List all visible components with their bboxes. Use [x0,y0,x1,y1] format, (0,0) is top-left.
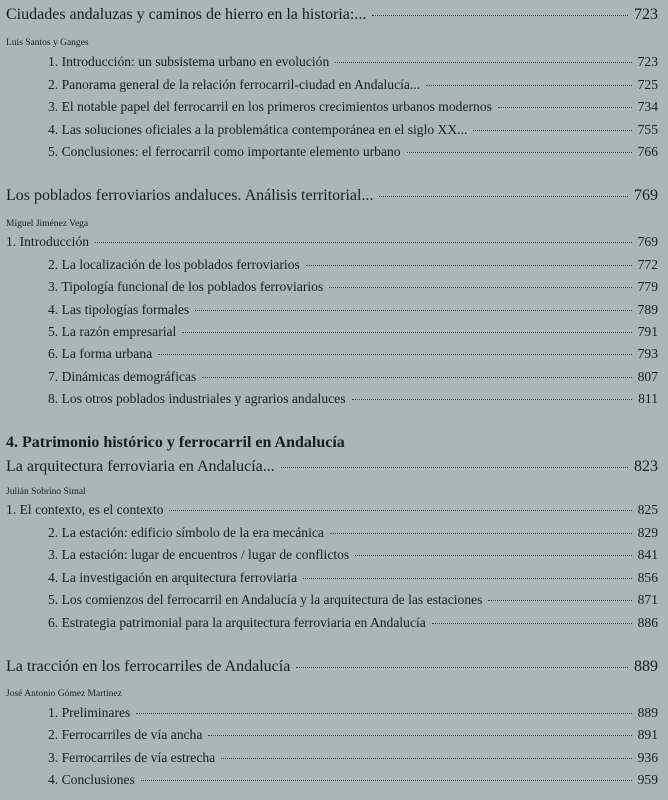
dot-leader [141,780,632,781]
toc-entry[interactable] [0,705,668,725]
article-author: Luis Santos y Ganges [6,38,89,48]
page-number: 723 [637,54,658,69]
page-number: 723 [634,6,658,23]
toc-entry[interactable] [0,727,668,747]
entry-label[interactable]: 8. Los otros poblados industriales y agrarios andaluces [48,391,346,406]
dot-leader [208,735,631,736]
article-title[interactable]: La arquitectura ferroviaria en Andalucía... [6,458,275,475]
page-number: 936 [637,750,658,765]
dot-leader [195,310,631,311]
entry-label[interactable]: 6. Estrategia patrimonial para la arquitectura ferroviaria en Andalucía [48,615,426,630]
dot-leader [426,85,631,86]
toc-entry[interactable] [0,346,668,366]
page-number: 823 [634,458,658,475]
page-number: 779 [637,279,658,294]
toc-entry[interactable] [0,615,668,635]
page-number: 871 [637,592,658,607]
page-number: 807 [637,369,658,384]
toc-entry[interactable] [0,257,668,277]
toc-entry[interactable] [0,502,668,522]
toc-entry[interactable] [0,77,668,97]
page-number: 841 [637,547,658,562]
entry-label[interactable]: 5. Conclusiones: el ferrocarril como importante elemento urbano [48,144,401,159]
dot-leader [329,287,631,288]
page-number: 889 [637,705,658,720]
dot-leader [136,713,631,714]
page-number: 793 [637,346,658,361]
dot-leader [306,265,632,266]
article-author: José Antonio Gómez Martínez [6,689,122,699]
dot-leader [169,510,631,511]
page-number: 769 [634,187,658,204]
entry-label[interactable]: 1. El contexto, es el contexto [6,502,164,517]
page-number: 772 [637,257,658,272]
toc-entry[interactable] [0,772,668,792]
dot-leader [355,555,631,556]
dot-leader [379,196,628,197]
page-number: 891 [637,727,658,742]
toc-entry[interactable] [0,324,668,344]
toc-entry[interactable] [0,369,668,389]
page-number: 769 [637,234,658,249]
page-number: 811 [638,391,658,406]
toc-entry[interactable] [0,234,668,254]
entry-label[interactable]: 4. Las soluciones oficiales a la problemática contemporánea en el siglo XX... [48,122,468,137]
dot-leader [202,377,631,378]
entry-label[interactable]: 5. Los comienzos del ferrocarril en Andalucía y la arquitectura de las estaciones [48,592,483,607]
page-number: 959 [637,772,658,787]
toc-entry[interactable] [0,144,668,164]
page-number: 825 [637,502,658,517]
toc-entry[interactable] [0,391,668,411]
dot-leader [158,354,631,355]
entry-label[interactable]: 1. Introducción [6,234,90,249]
toc-entry[interactable] [0,122,668,142]
entry-label[interactable]: 7. Dinámicas demográficas [48,369,197,384]
entry-label[interactable]: 5. La razón empresarial [48,324,177,339]
article-author: Julián Sobrino Simal [6,487,86,497]
page-number: 886 [637,615,658,630]
toc-entry[interactable] [0,99,668,119]
article-title[interactable]: Los poblados ferroviarios andaluces. Análisis territorial... [6,187,374,204]
dot-leader [296,667,628,668]
toc-entry[interactable] [0,302,668,322]
article-title-row[interactable] [0,658,668,678]
toc-entry[interactable] [0,54,668,74]
dot-leader [432,623,632,624]
entry-label[interactable]: 4. Conclusiones [48,772,135,787]
section-heading: 4. Patrimonio histórico y ferrocarril en Andalucía [6,434,345,451]
page-number: 829 [637,525,658,540]
entry-label[interactable]: 4. La investigación en arquitectura ferroviaria [48,570,298,585]
entry-label[interactable]: 3. La estación: lugar de encuentros / lugar de conflictos [48,547,350,562]
entry-label[interactable]: 1. Preliminares [48,705,131,720]
dot-leader [352,399,633,400]
page-number: 766 [637,144,658,159]
toc-entry[interactable] [0,570,668,590]
page-number: 725 [637,77,658,92]
article-title-row[interactable] [0,458,668,478]
dot-leader [182,332,631,333]
page-number: 755 [637,122,658,137]
article-title[interactable]: Ciudades andaluzas y caminos de hierro en la historia:... [6,6,367,23]
page-number: 791 [637,324,658,339]
page-number: 734 [637,99,658,114]
entry-label[interactable]: 2. Panorama general de la relación ferrocarril-ciudad en Andalucía... [48,77,421,92]
toc-entry[interactable] [0,592,668,612]
entry-label[interactable]: 3. El notable papel del ferrocarril en los primeros crecimientos urbanos modernos [48,99,492,114]
dot-leader [473,130,631,131]
dot-leader [335,62,631,63]
dot-leader [95,242,632,243]
article-title-row[interactable] [0,187,668,207]
article-title-row[interactable] [0,6,668,26]
page-number: 856 [637,570,658,585]
entry-label[interactable]: 4. Las tipologías formales [48,302,190,317]
dot-leader [221,758,631,759]
entry-label[interactable]: 1. Introducción: un subsistema urbano en evolución [48,54,330,69]
page-number: 789 [637,302,658,317]
entry-label[interactable]: 3. Ferrocarriles de vía estrecha [48,750,216,765]
page-number: 889 [634,658,658,675]
entry-label[interactable]: 6. La forma urbana [48,346,153,361]
entry-label[interactable]: 3. Tipología funcional de los poblados ferroviarios [48,279,324,294]
entry-label[interactable]: 2. Ferrocarriles de vía ancha [48,727,203,742]
dot-leader [330,533,632,534]
entry-label[interactable]: 2. La localización de los poblados ferroviarios [48,257,300,272]
dot-leader [303,578,632,579]
dot-leader [488,600,631,601]
article-author: Miguel Jiménez Vega [6,219,89,229]
entry-label[interactable]: 2. La estación: edificio símbolo de la era mecánica [48,525,324,540]
dot-leader [407,152,632,153]
toc-entry[interactable] [0,547,668,567]
dot-leader [498,107,632,108]
article-title[interactable]: La tracción en los ferrocarriles de Andalucía [6,658,291,675]
dot-leader [372,15,628,16]
toc-entry[interactable] [0,525,668,545]
dot-leader [281,467,628,468]
toc-entry[interactable] [0,279,668,299]
toc-entry[interactable] [0,750,668,770]
